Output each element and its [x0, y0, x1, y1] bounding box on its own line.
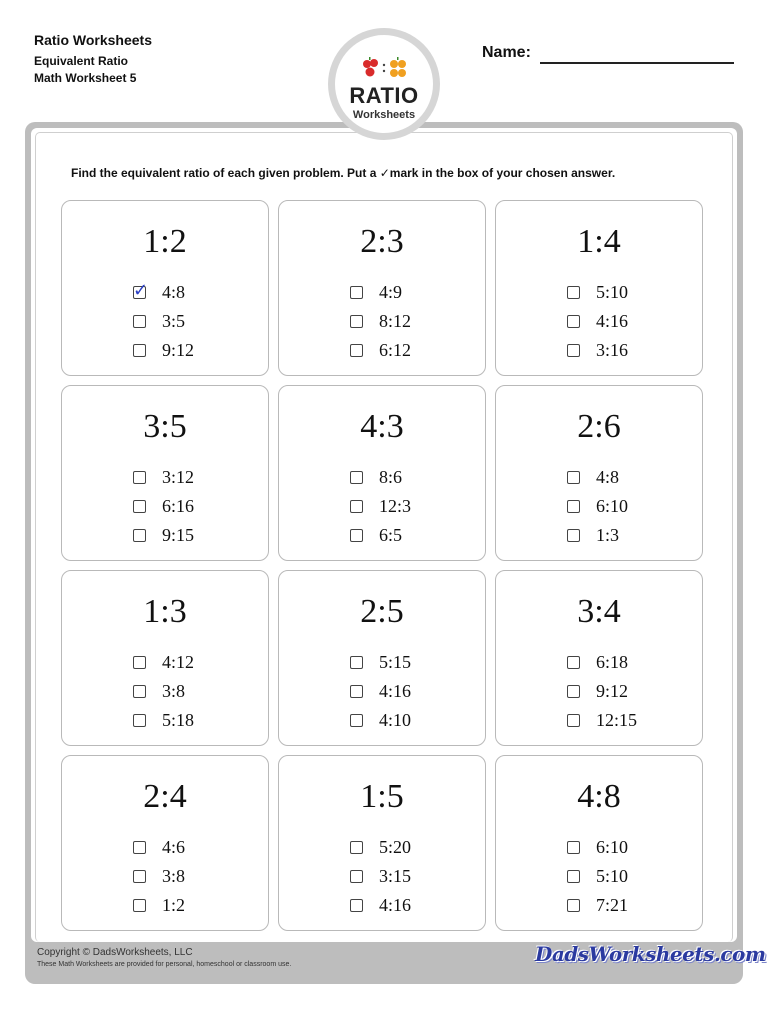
- answer-label: 5:15: [379, 652, 412, 672]
- answer-label: 5:18: [162, 710, 195, 730]
- answer-label: 5:10: [596, 282, 629, 302]
- problem-card: [61, 385, 269, 561]
- problem-card: [61, 755, 269, 931]
- answer-checkbox[interactable]: [350, 286, 363, 299]
- answer-option: [279, 525, 485, 554]
- answer-label: 3:5: [162, 311, 186, 331]
- answer-option: [62, 282, 268, 311]
- answer-label: 6:16: [162, 496, 195, 516]
- footer-left: [37, 947, 291, 968]
- problem-ratio: 3:5: [143, 408, 187, 445]
- answer-option: [62, 895, 268, 924]
- answer-label: 4:16: [379, 895, 412, 915]
- answer-checkbox[interactable]: [567, 471, 580, 484]
- answer-option: [279, 496, 485, 525]
- answer-option: [62, 710, 268, 739]
- answer-checkbox[interactable]: [567, 344, 580, 357]
- problem-ratio: 4:3: [360, 408, 404, 445]
- answer-label: 12:3: [379, 496, 412, 516]
- answer-label: 4:6: [162, 837, 186, 857]
- answer-label: 9:12: [162, 340, 195, 360]
- answer-checkbox[interactable]: [133, 870, 146, 883]
- answer-label: 8:12: [379, 311, 412, 331]
- worksheet-body: [31, 128, 737, 942]
- answer-checkbox[interactable]: [567, 529, 580, 542]
- name-field[interactable]: [540, 62, 734, 64]
- answer-option: [62, 467, 268, 496]
- answer-option: [496, 340, 702, 369]
- answer-label: 12:15: [596, 710, 638, 730]
- answer-label: 6:12: [379, 340, 412, 360]
- answer-checkbox[interactable]: [350, 471, 363, 484]
- answer-label: 7:21: [596, 895, 629, 915]
- answer-label: 6:10: [596, 837, 629, 857]
- answer-checkbox[interactable]: [567, 500, 580, 513]
- answer-option: [279, 282, 485, 311]
- answer-checkbox[interactable]: [133, 529, 146, 542]
- answer-label: 6:5: [379, 525, 403, 545]
- answer-label: 1:3: [596, 525, 620, 545]
- problem-ratio: 1:3: [143, 593, 187, 630]
- answer-checkbox[interactable]: [350, 685, 363, 698]
- answer-option: [279, 467, 485, 496]
- answer-checkbox[interactable]: [133, 685, 146, 698]
- answer-checkbox[interactable]: [350, 899, 363, 912]
- answer-checkbox[interactable]: [133, 280, 149, 300]
- answer-option: [496, 837, 702, 866]
- answer-checkbox[interactable]: [133, 315, 146, 328]
- answer-option: [279, 681, 485, 710]
- answer-label: 4:8: [162, 282, 186, 302]
- answer-checkbox[interactable]: [133, 714, 146, 727]
- answer-label: 6:18: [596, 652, 629, 672]
- answer-option: [496, 652, 702, 681]
- answer-options: [279, 652, 485, 739]
- answer-option: [496, 895, 702, 924]
- answer-option: [279, 710, 485, 739]
- problem-card: [278, 200, 486, 376]
- logo-word: RATIO: [349, 83, 419, 108]
- problem-card: [495, 385, 703, 561]
- problem-ratio: 1:4: [577, 223, 621, 260]
- copyright: Copyright © DadsWorksheets, LLC: [37, 947, 193, 958]
- answer-checkbox[interactable]: [133, 899, 146, 912]
- problem-card: [278, 570, 486, 746]
- answer-option: [496, 311, 702, 340]
- problem-card: [495, 755, 703, 931]
- answer-checkbox[interactable]: [350, 500, 363, 513]
- answer-option: [62, 652, 268, 681]
- answer-checkbox[interactable]: [133, 500, 146, 513]
- answer-option: [279, 311, 485, 340]
- problem-card: [278, 385, 486, 561]
- answer-option: [279, 866, 485, 895]
- worksheet-number: Math Worksheet 5: [34, 71, 137, 85]
- answer-checkbox[interactable]: [567, 714, 580, 727]
- answer-options: [279, 837, 485, 924]
- answer-options: [496, 282, 702, 369]
- answer-option: [496, 866, 702, 895]
- answer-option: [62, 837, 268, 866]
- answer-option: [279, 837, 485, 866]
- problem-ratio: 1:5: [360, 778, 404, 815]
- answer-option: [496, 710, 702, 739]
- answer-checkbox[interactable]: [567, 841, 580, 854]
- problem-ratio: 3:4: [577, 593, 621, 630]
- answer-options: [279, 282, 485, 369]
- answer-options: [496, 652, 702, 739]
- problem-card: [278, 755, 486, 931]
- problem-ratio: 4:8: [577, 778, 621, 815]
- answer-option: [496, 681, 702, 710]
- answer-option: [62, 525, 268, 554]
- answer-checkbox[interactable]: [567, 286, 580, 299]
- answer-options: [62, 837, 268, 924]
- answer-option: [62, 496, 268, 525]
- answer-option: [496, 525, 702, 554]
- brand-logo: DadsWorksheets.com: [535, 942, 766, 966]
- answer-checkbox[interactable]: [350, 841, 363, 854]
- name-label: Name:: [482, 44, 531, 61]
- logo-subtitle: Worksheets: [352, 109, 416, 121]
- answer-checkbox[interactable]: [567, 899, 580, 912]
- answer-option: [62, 681, 268, 710]
- ratio-logo: [328, 28, 440, 140]
- problem-ratio: 2:3: [360, 223, 404, 260]
- answer-label: 3:15: [379, 866, 412, 886]
- answer-label: 4:8: [596, 467, 620, 487]
- answer-option: [62, 311, 268, 340]
- answer-options: [62, 467, 268, 554]
- answer-options: [496, 837, 702, 924]
- answer-options: [279, 467, 485, 554]
- answer-options: [496, 467, 702, 554]
- answer-option: [496, 282, 702, 311]
- fruit-icon: [359, 55, 409, 81]
- answer-label: 3:16: [596, 340, 629, 360]
- answer-checkbox[interactable]: [350, 315, 363, 328]
- answer-options: [62, 652, 268, 739]
- worksheet-frame: [25, 122, 766, 984]
- answer-checkbox[interactable]: [350, 656, 363, 669]
- problem-ratio: 2:4: [143, 778, 187, 815]
- answer-option: [496, 496, 702, 525]
- answer-label: 4:16: [596, 311, 629, 331]
- answer-label: 5:20: [379, 837, 412, 857]
- answer-checkbox[interactable]: [350, 870, 363, 883]
- answer-label: 3:8: [162, 866, 186, 886]
- answer-checkbox[interactable]: [133, 656, 146, 669]
- answer-option: [62, 340, 268, 369]
- answer-label: 4:9: [379, 282, 403, 302]
- answer-option: [279, 652, 485, 681]
- answer-label: 6:10: [596, 496, 629, 516]
- answer-option: [279, 895, 485, 924]
- problem-card: [61, 200, 269, 376]
- usage-notice: These Math Worksheets are provided for personal, homeschool or classroom use.: [37, 961, 292, 968]
- answer-checkbox[interactable]: [350, 344, 363, 357]
- answer-checkbox[interactable]: [133, 344, 146, 357]
- answer-option: [62, 866, 268, 895]
- answer-checkbox[interactable]: [133, 471, 146, 484]
- answer-options: [62, 282, 268, 369]
- answer-checkbox[interactable]: [350, 529, 363, 542]
- answer-checkbox[interactable]: [567, 685, 580, 698]
- instructions: Find the equivalent ratio of each given problem. Put a ✓mark in the box of your chosen answer.: [71, 166, 616, 180]
- answer-label: 3:8: [162, 681, 186, 701]
- answer-label: 9:15: [162, 525, 195, 545]
- problem-ratio: 1:2: [143, 223, 187, 260]
- answer-checkbox[interactable]: [350, 714, 363, 727]
- answer-checkbox[interactable]: [567, 870, 580, 883]
- worksheet-subtitle: Equivalent Ratio: [34, 54, 129, 68]
- answer-checkbox[interactable]: [567, 315, 580, 328]
- checkmark-icon: ✓: [133, 280, 149, 300]
- answer-label: 9:12: [596, 681, 629, 701]
- problem-ratio: 2:6: [577, 408, 621, 445]
- answer-label: 4:12: [162, 652, 195, 672]
- answer-label: 4:16: [379, 681, 412, 701]
- header-left: [34, 32, 152, 87]
- problem-card: [495, 200, 703, 376]
- problem-ratio: 2:5: [360, 593, 404, 630]
- answer-label: 3:12: [162, 467, 195, 487]
- answer-option: [496, 467, 702, 496]
- answer-checkbox[interactable]: [133, 841, 146, 854]
- problem-card: [495, 570, 703, 746]
- answer-option: [279, 340, 485, 369]
- answer-label: 5:10: [596, 866, 629, 886]
- problem-card: [61, 570, 269, 746]
- answer-label: 4:10: [379, 710, 412, 730]
- answer-checkbox[interactable]: [567, 656, 580, 669]
- answer-label: 8:6: [379, 467, 403, 487]
- answer-label: 1:2: [162, 895, 186, 915]
- worksheet-title: Ratio Worksheets: [34, 32, 152, 48]
